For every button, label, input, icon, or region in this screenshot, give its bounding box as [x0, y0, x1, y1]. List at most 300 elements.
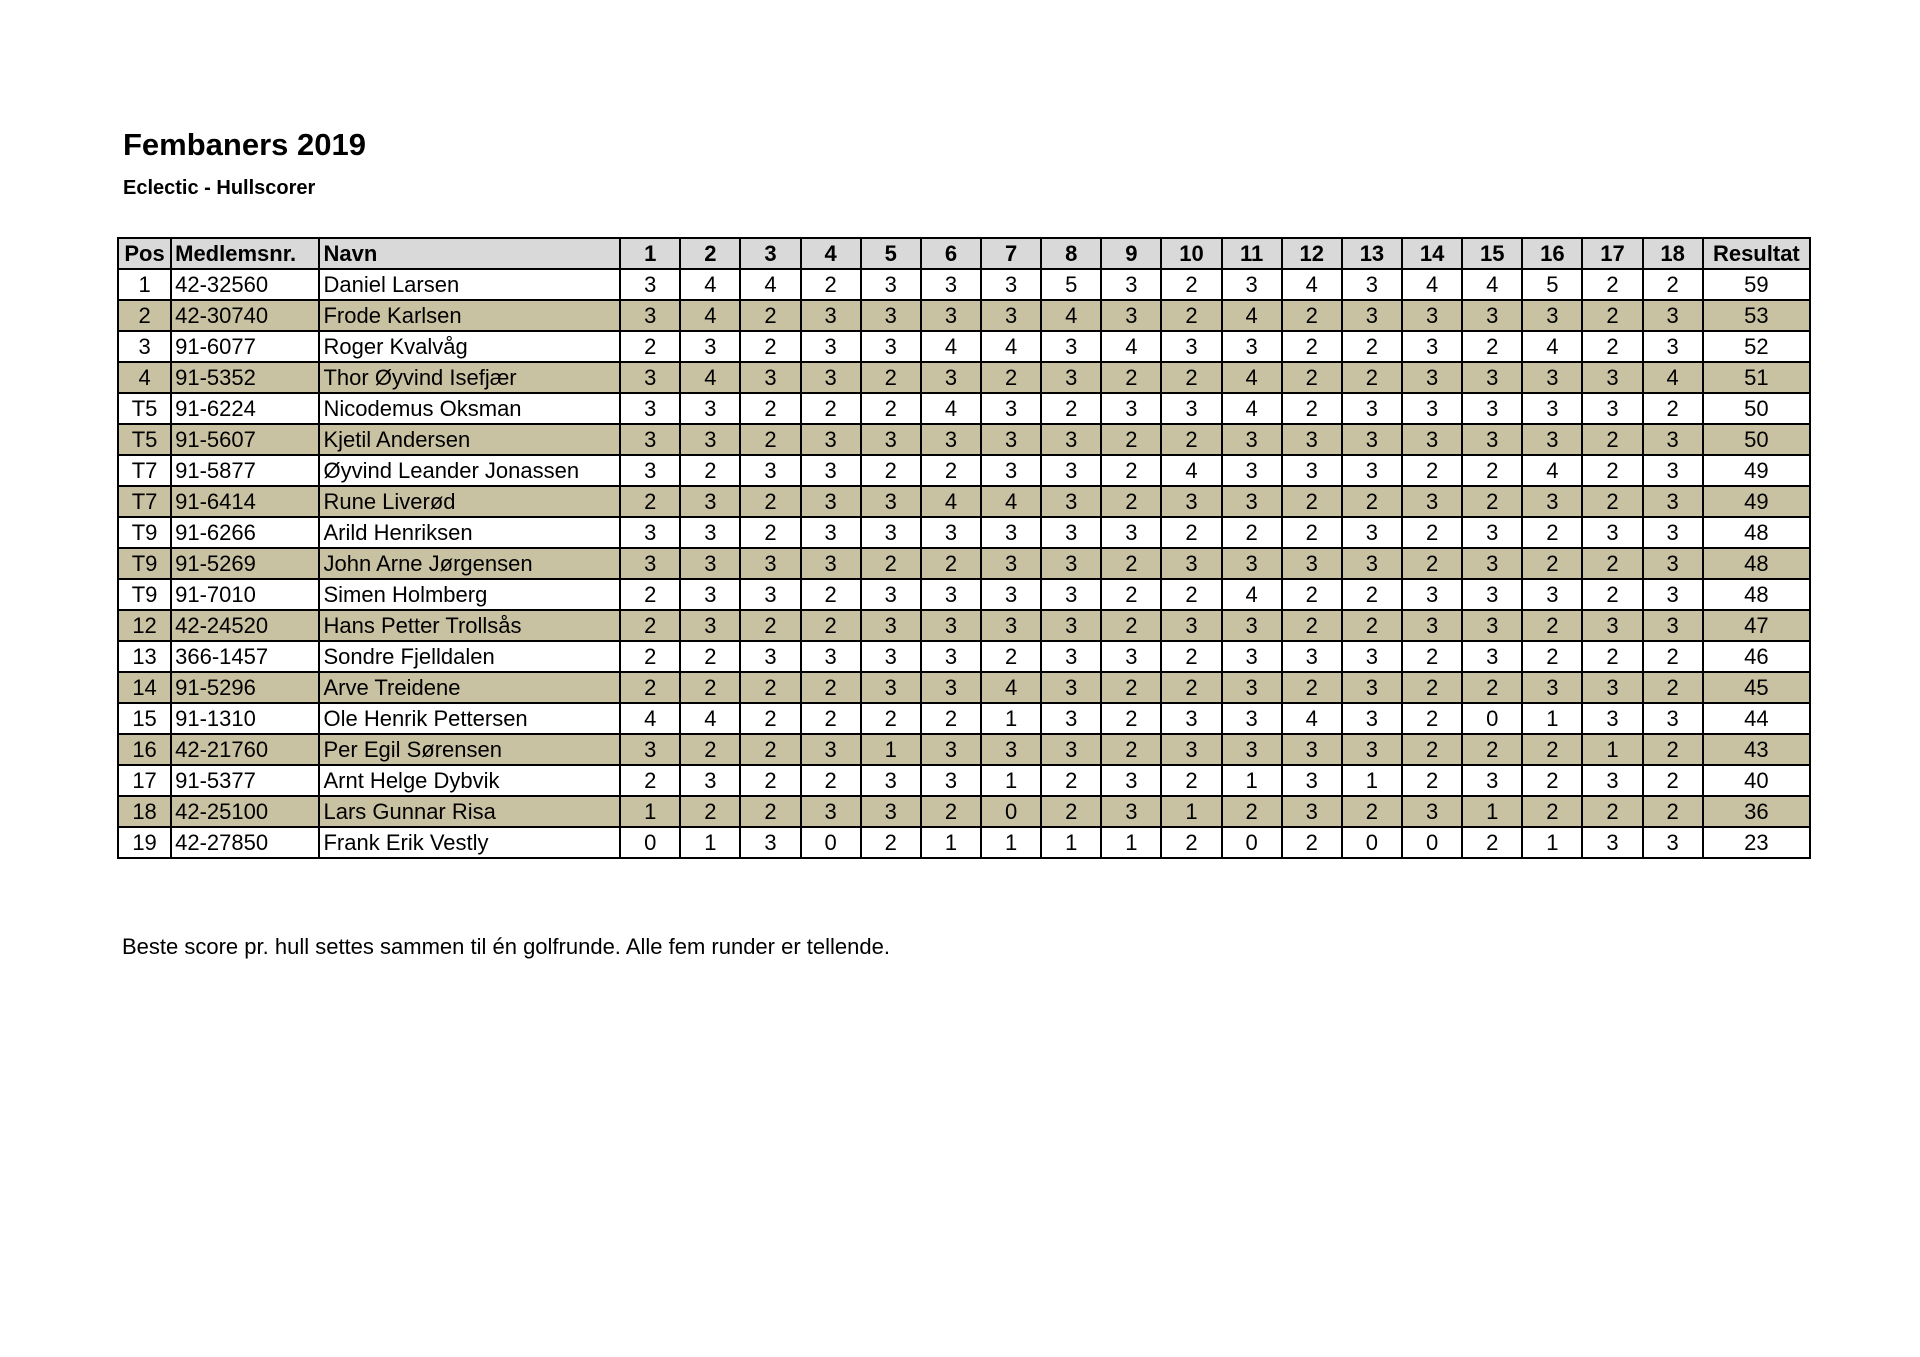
table-body	[118, 269, 1810, 858]
cell-hole-17: 2	[1582, 796, 1642, 827]
cell-hole-10: 2	[1161, 517, 1221, 548]
cell-name: Per Egil Sørensen	[319, 734, 620, 765]
cell-hole-6: 4	[921, 486, 981, 517]
cell-hole-17: 3	[1582, 362, 1642, 393]
cell-hole-15: 1	[1462, 796, 1522, 827]
cell-hole-2: 4	[680, 300, 740, 331]
cell-hole-10: 2	[1161, 765, 1221, 796]
cell-hole-3: 2	[740, 703, 800, 734]
cell-hole-11: 2	[1222, 517, 1282, 548]
cell-hole-16: 3	[1522, 486, 1582, 517]
table-row	[118, 486, 1810, 517]
cell-hole-13: 0	[1342, 827, 1402, 858]
cell-hole-5: 3	[861, 300, 921, 331]
cell-hole-9: 1	[1101, 827, 1161, 858]
cell-hole-10: 3	[1161, 548, 1221, 579]
cell-hole-7: 4	[981, 672, 1041, 703]
cell-name: Kjetil Andersen	[319, 424, 620, 455]
cell-hole-9: 3	[1101, 765, 1161, 796]
cell-hole-7: 1	[981, 827, 1041, 858]
table-row	[118, 765, 1810, 796]
cell-hole-8: 3	[1041, 672, 1101, 703]
cell-member-number: 91-5607	[171, 424, 319, 455]
cell-hole-15: 3	[1462, 765, 1522, 796]
cell-hole-3: 3	[740, 579, 800, 610]
cell-hole-13: 3	[1342, 424, 1402, 455]
table-row	[118, 579, 1810, 610]
cell-hole-9: 2	[1101, 548, 1161, 579]
table-row	[118, 455, 1810, 486]
cell-hole-10: 2	[1161, 424, 1221, 455]
cell-result: 50	[1703, 424, 1810, 455]
cell-hole-13: 3	[1342, 300, 1402, 331]
cell-hole-17: 3	[1582, 703, 1642, 734]
header-name: Navn	[319, 238, 620, 269]
cell-hole-13: 1	[1342, 765, 1402, 796]
cell-hole-4: 3	[801, 486, 861, 517]
cell-hole-14: 3	[1402, 424, 1462, 455]
cell-hole-8: 3	[1041, 517, 1101, 548]
cell-hole-10: 3	[1161, 331, 1221, 362]
cell-hole-3: 2	[740, 610, 800, 641]
cell-name: Sondre Fjelldalen	[319, 641, 620, 672]
cell-hole-17: 3	[1582, 393, 1642, 424]
cell-hole-1: 2	[620, 610, 680, 641]
cell-hole-15: 2	[1462, 672, 1522, 703]
cell-hole-9: 4	[1101, 331, 1161, 362]
cell-result: 36	[1703, 796, 1810, 827]
cell-result: 49	[1703, 486, 1810, 517]
cell-hole-2: 2	[680, 455, 740, 486]
table-row	[118, 424, 1810, 455]
cell-hole-16: 2	[1522, 734, 1582, 765]
table-row	[118, 641, 1810, 672]
cell-hole-17: 2	[1582, 548, 1642, 579]
cell-hole-14: 3	[1402, 300, 1462, 331]
cell-hole-11: 4	[1222, 300, 1282, 331]
cell-hole-1: 2	[620, 765, 680, 796]
cell-hole-14: 2	[1402, 734, 1462, 765]
table-row	[118, 548, 1810, 579]
cell-hole-1: 1	[620, 796, 680, 827]
cell-hole-8: 3	[1041, 486, 1101, 517]
cell-hole-3: 3	[740, 362, 800, 393]
header-hole-11: 11	[1222, 238, 1282, 269]
cell-hole-7: 3	[981, 424, 1041, 455]
cell-hole-18: 2	[1643, 269, 1703, 300]
cell-hole-17: 2	[1582, 424, 1642, 455]
cell-hole-17: 3	[1582, 517, 1642, 548]
cell-hole-8: 3	[1041, 548, 1101, 579]
cell-hole-17: 2	[1582, 269, 1642, 300]
cell-hole-13: 3	[1342, 517, 1402, 548]
table-row	[118, 672, 1810, 703]
cell-hole-5: 3	[861, 331, 921, 362]
cell-hole-3: 2	[740, 424, 800, 455]
cell-hole-12: 4	[1282, 703, 1342, 734]
cell-hole-6: 1	[921, 827, 981, 858]
cell-result: 48	[1703, 548, 1810, 579]
cell-member-number: 42-24520	[171, 610, 319, 641]
cell-hole-6: 4	[921, 393, 981, 424]
cell-hole-2: 2	[680, 796, 740, 827]
cell-hole-8: 3	[1041, 331, 1101, 362]
cell-hole-5: 3	[861, 610, 921, 641]
cell-member-number: 91-1310	[171, 703, 319, 734]
cell-pos: 14	[118, 672, 171, 703]
cell-hole-3: 2	[740, 486, 800, 517]
cell-hole-18: 3	[1643, 424, 1703, 455]
table-row	[118, 610, 1810, 641]
cell-member-number: 91-5377	[171, 765, 319, 796]
cell-hole-17: 3	[1582, 765, 1642, 796]
cell-hole-12: 2	[1282, 827, 1342, 858]
cell-hole-8: 5	[1041, 269, 1101, 300]
cell-hole-14: 3	[1402, 331, 1462, 362]
header-pos: Pos	[118, 238, 171, 269]
cell-hole-13: 2	[1342, 796, 1402, 827]
cell-result: 47	[1703, 610, 1810, 641]
cell-result: 51	[1703, 362, 1810, 393]
cell-member-number: 91-7010	[171, 579, 319, 610]
cell-hole-18: 3	[1643, 579, 1703, 610]
cell-hole-6: 3	[921, 765, 981, 796]
header-hole-7: 7	[981, 238, 1041, 269]
header-hole-2: 2	[680, 238, 740, 269]
cell-hole-16: 1	[1522, 703, 1582, 734]
cell-hole-16: 3	[1522, 579, 1582, 610]
cell-hole-18: 2	[1643, 734, 1703, 765]
cell-hole-1: 3	[620, 424, 680, 455]
cell-hole-4: 3	[801, 300, 861, 331]
cell-hole-3: 2	[740, 672, 800, 703]
cell-hole-3: 2	[740, 796, 800, 827]
cell-pos: 1	[118, 269, 171, 300]
cell-hole-6: 2	[921, 796, 981, 827]
cell-hole-12: 2	[1282, 579, 1342, 610]
cell-hole-14: 2	[1402, 548, 1462, 579]
cell-member-number: 91-5877	[171, 455, 319, 486]
cell-hole-12: 3	[1282, 641, 1342, 672]
cell-hole-17: 2	[1582, 331, 1642, 362]
cell-hole-6: 3	[921, 579, 981, 610]
cell-hole-12: 3	[1282, 796, 1342, 827]
cell-hole-14: 3	[1402, 796, 1462, 827]
cell-hole-2: 3	[680, 610, 740, 641]
cell-member-number: 91-6077	[171, 331, 319, 362]
header-hole-1: 1	[620, 238, 680, 269]
cell-hole-6: 3	[921, 300, 981, 331]
cell-hole-16: 4	[1522, 331, 1582, 362]
table-row	[118, 703, 1810, 734]
header-result: Resultat	[1703, 238, 1810, 269]
cell-hole-14: 3	[1402, 393, 1462, 424]
cell-hole-18: 2	[1643, 796, 1703, 827]
cell-hole-4: 2	[801, 672, 861, 703]
header-hole-10: 10	[1161, 238, 1221, 269]
cell-hole-7: 0	[981, 796, 1041, 827]
cell-hole-1: 3	[620, 455, 680, 486]
cell-hole-4: 3	[801, 331, 861, 362]
cell-hole-15: 0	[1462, 703, 1522, 734]
header-hole-14: 14	[1402, 238, 1462, 269]
cell-hole-15: 4	[1462, 269, 1522, 300]
cell-pos: T9	[118, 579, 171, 610]
cell-hole-15: 2	[1462, 486, 1522, 517]
cell-hole-9: 2	[1101, 424, 1161, 455]
cell-member-number: 42-30740	[171, 300, 319, 331]
cell-hole-12: 3	[1282, 424, 1342, 455]
cell-hole-4: 3	[801, 796, 861, 827]
cell-hole-6: 3	[921, 734, 981, 765]
cell-hole-16: 5	[1522, 269, 1582, 300]
cell-name: Thor Øyvind Isefjær	[319, 362, 620, 393]
cell-hole-4: 3	[801, 455, 861, 486]
cell-hole-1: 2	[620, 486, 680, 517]
cell-hole-18: 3	[1643, 517, 1703, 548]
cell-hole-18: 3	[1643, 703, 1703, 734]
cell-hole-12: 3	[1282, 734, 1342, 765]
cell-hole-17: 2	[1582, 455, 1642, 486]
cell-hole-15: 2	[1462, 455, 1522, 486]
cell-hole-5: 1	[861, 734, 921, 765]
cell-result: 52	[1703, 331, 1810, 362]
cell-result: 48	[1703, 579, 1810, 610]
cell-hole-1: 3	[620, 269, 680, 300]
cell-hole-12: 2	[1282, 300, 1342, 331]
cell-name: Arnt Helge Dybvik	[319, 765, 620, 796]
cell-hole-1: 0	[620, 827, 680, 858]
cell-member-number: 91-6414	[171, 486, 319, 517]
cell-hole-14: 3	[1402, 610, 1462, 641]
cell-hole-14: 2	[1402, 703, 1462, 734]
cell-name: Ole Henrik Pettersen	[319, 703, 620, 734]
cell-hole-1: 2	[620, 641, 680, 672]
table-row	[118, 393, 1810, 424]
cell-name: Frode Karlsen	[319, 300, 620, 331]
table-row	[118, 796, 1810, 827]
cell-hole-10: 3	[1161, 703, 1221, 734]
header-hole-3: 3	[740, 238, 800, 269]
cell-hole-6: 3	[921, 641, 981, 672]
cell-hole-1: 3	[620, 362, 680, 393]
cell-hole-14: 3	[1402, 579, 1462, 610]
cell-hole-15: 2	[1462, 734, 1522, 765]
cell-hole-12: 2	[1282, 393, 1342, 424]
cell-hole-7: 1	[981, 765, 1041, 796]
cell-hole-12: 2	[1282, 672, 1342, 703]
cell-hole-9: 2	[1101, 672, 1161, 703]
cell-hole-4: 3	[801, 517, 861, 548]
cell-hole-16: 3	[1522, 424, 1582, 455]
cell-hole-18: 2	[1643, 672, 1703, 703]
cell-hole-18: 3	[1643, 486, 1703, 517]
cell-name: Øyvind Leander Jonassen	[319, 455, 620, 486]
cell-hole-14: 3	[1402, 486, 1462, 517]
cell-hole-4: 2	[801, 269, 861, 300]
cell-hole-17: 2	[1582, 486, 1642, 517]
cell-hole-9: 2	[1101, 486, 1161, 517]
table-row	[118, 269, 1810, 300]
cell-hole-1: 3	[620, 734, 680, 765]
cell-hole-6: 2	[921, 548, 981, 579]
cell-hole-15: 3	[1462, 393, 1522, 424]
cell-hole-12: 3	[1282, 765, 1342, 796]
cell-hole-17: 3	[1582, 610, 1642, 641]
cell-hole-8: 3	[1041, 362, 1101, 393]
cell-hole-12: 3	[1282, 548, 1342, 579]
cell-hole-8: 4	[1041, 300, 1101, 331]
cell-hole-6: 4	[921, 331, 981, 362]
cell-hole-1: 3	[620, 300, 680, 331]
cell-hole-13: 3	[1342, 703, 1402, 734]
cell-hole-17: 3	[1582, 672, 1642, 703]
cell-pos: T5	[118, 424, 171, 455]
cell-result: 48	[1703, 517, 1810, 548]
cell-result: 59	[1703, 269, 1810, 300]
cell-hole-5: 3	[861, 579, 921, 610]
cell-hole-6: 3	[921, 672, 981, 703]
cell-hole-8: 2	[1041, 765, 1101, 796]
cell-hole-1: 2	[620, 672, 680, 703]
cell-hole-2: 4	[680, 362, 740, 393]
cell-hole-13: 3	[1342, 455, 1402, 486]
cell-hole-14: 3	[1402, 362, 1462, 393]
cell-hole-11: 3	[1222, 703, 1282, 734]
cell-hole-8: 3	[1041, 641, 1101, 672]
cell-hole-10: 4	[1161, 455, 1221, 486]
cell-hole-17: 3	[1582, 827, 1642, 858]
cell-hole-3: 2	[740, 393, 800, 424]
cell-hole-10: 3	[1161, 734, 1221, 765]
cell-hole-15: 3	[1462, 548, 1522, 579]
cell-hole-9: 3	[1101, 796, 1161, 827]
cell-hole-7: 2	[981, 641, 1041, 672]
cell-hole-14: 0	[1402, 827, 1462, 858]
cell-result: 49	[1703, 455, 1810, 486]
cell-hole-14: 4	[1402, 269, 1462, 300]
cell-name: John Arne Jørgensen	[319, 548, 620, 579]
cell-hole-6: 3	[921, 424, 981, 455]
cell-hole-15: 3	[1462, 579, 1522, 610]
cell-hole-13: 2	[1342, 579, 1402, 610]
cell-hole-11: 3	[1222, 455, 1282, 486]
eclectic-score-table	[117, 237, 1811, 859]
cell-hole-4: 3	[801, 641, 861, 672]
cell-hole-2: 3	[680, 517, 740, 548]
cell-hole-12: 4	[1282, 269, 1342, 300]
cell-name: Hans Petter Trollsås	[319, 610, 620, 641]
cell-hole-15: 3	[1462, 424, 1522, 455]
cell-hole-4: 3	[801, 424, 861, 455]
cell-pos: 13	[118, 641, 171, 672]
cell-hole-1: 2	[620, 331, 680, 362]
cell-pos: T5	[118, 393, 171, 424]
cell-name: Frank Erik Vestly	[319, 827, 620, 858]
cell-hole-4: 2	[801, 393, 861, 424]
cell-hole-17: 1	[1582, 734, 1642, 765]
cell-hole-18: 3	[1643, 455, 1703, 486]
cell-member-number: 42-25100	[171, 796, 319, 827]
cell-hole-12: 2	[1282, 331, 1342, 362]
cell-hole-6: 2	[921, 455, 981, 486]
cell-hole-6: 3	[921, 517, 981, 548]
cell-hole-9: 3	[1101, 300, 1161, 331]
cell-hole-1: 4	[620, 703, 680, 734]
cell-hole-8: 3	[1041, 734, 1101, 765]
header-hole-17: 17	[1582, 238, 1642, 269]
cell-hole-11: 3	[1222, 486, 1282, 517]
cell-name: Arve Treidene	[319, 672, 620, 703]
cell-hole-6: 3	[921, 269, 981, 300]
cell-hole-3: 2	[740, 331, 800, 362]
cell-hole-5: 3	[861, 269, 921, 300]
cell-hole-17: 2	[1582, 579, 1642, 610]
cell-hole-2: 2	[680, 672, 740, 703]
cell-hole-2: 3	[680, 765, 740, 796]
cell-hole-5: 3	[861, 796, 921, 827]
cell-hole-2: 1	[680, 827, 740, 858]
cell-name: Arild Henriksen	[319, 517, 620, 548]
cell-hole-15: 2	[1462, 827, 1522, 858]
cell-result: 45	[1703, 672, 1810, 703]
cell-hole-11: 3	[1222, 548, 1282, 579]
cell-hole-7: 3	[981, 610, 1041, 641]
cell-hole-18: 3	[1643, 610, 1703, 641]
cell-hole-14: 2	[1402, 455, 1462, 486]
cell-hole-12: 2	[1282, 486, 1342, 517]
cell-hole-9: 3	[1101, 641, 1161, 672]
cell-hole-5: 3	[861, 672, 921, 703]
cell-pos: T7	[118, 486, 171, 517]
cell-hole-15: 3	[1462, 641, 1522, 672]
cell-result: 50	[1703, 393, 1810, 424]
cell-hole-2: 3	[680, 548, 740, 579]
cell-result: 40	[1703, 765, 1810, 796]
cell-member-number: 42-21760	[171, 734, 319, 765]
cell-name: Rune Liverød	[319, 486, 620, 517]
table-row	[118, 827, 1810, 858]
cell-hole-11: 2	[1222, 796, 1282, 827]
cell-hole-10: 2	[1161, 641, 1221, 672]
cell-name: Simen Holmberg	[319, 579, 620, 610]
cell-hole-4: 2	[801, 765, 861, 796]
cell-hole-15: 3	[1462, 610, 1522, 641]
cell-hole-10: 2	[1161, 269, 1221, 300]
table-header-row	[118, 238, 1810, 269]
table-row	[118, 300, 1810, 331]
cell-hole-3: 2	[740, 517, 800, 548]
cell-hole-1: 3	[620, 393, 680, 424]
cell-hole-16: 1	[1522, 827, 1582, 858]
document-subtitle: Eclectic - Hullscorer	[123, 177, 316, 199]
cell-hole-7: 3	[981, 579, 1041, 610]
header-hole-13: 13	[1342, 238, 1402, 269]
cell-hole-1: 3	[620, 517, 680, 548]
cell-hole-7: 3	[981, 455, 1041, 486]
cell-hole-15: 3	[1462, 362, 1522, 393]
cell-pos: 19	[118, 827, 171, 858]
cell-hole-7: 2	[981, 362, 1041, 393]
cell-hole-10: 2	[1161, 672, 1221, 703]
header-hole-8: 8	[1041, 238, 1101, 269]
cell-hole-3: 2	[740, 734, 800, 765]
header-hole-12: 12	[1282, 238, 1342, 269]
cell-hole-3: 3	[740, 827, 800, 858]
header-hole-15: 15	[1462, 238, 1522, 269]
cell-hole-18: 3	[1643, 827, 1703, 858]
cell-hole-14: 2	[1402, 517, 1462, 548]
